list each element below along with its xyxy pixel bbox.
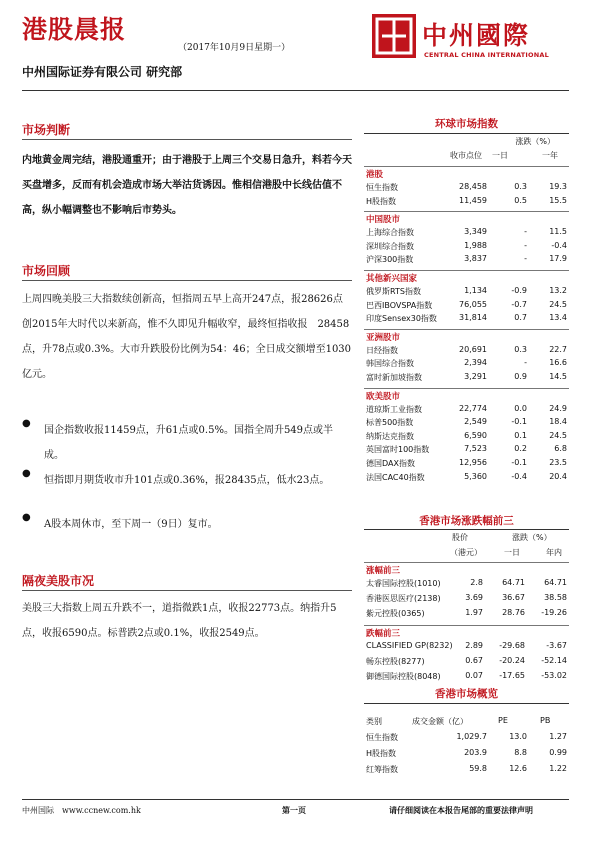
table-row [364,641,569,654]
stock-name: 香港医思医疗(2138) [366,594,441,603]
index-close: 2,549 [464,417,487,427]
index-close: 3,837 [464,254,487,264]
table-row [364,458,569,471]
overview-volume: 59.8 [469,764,487,773]
index-1d: -0.1 [511,417,527,427]
index-close: 22,774 [459,403,487,413]
stock-ytd: -53.02 [541,671,567,680]
index-name: 富时新加坡指数 [366,373,422,382]
index-1d: -0.4 [511,471,527,481]
col-ytd-header: 年内 [546,548,562,557]
index-name: 恒生指数 [366,183,398,192]
stock-ytd: -19.26 [541,608,567,617]
table-row [364,345,569,358]
section-title-review: 市场回顾 [22,264,71,278]
table-category: 欧美股市 [366,391,401,402]
table-divider [364,133,569,134]
section-divider [22,280,352,281]
index-close: 28,458 [459,182,487,191]
index-1y: 24.9 [549,403,567,413]
index-close: 3,349 [464,227,487,237]
table-category: 港股 [366,170,384,180]
section-title-judgment: 市场判断 [22,123,71,137]
index-name: 印度Sensex30指数 [366,314,437,324]
col-price-header: 股价 [452,533,468,542]
global-index-table [364,136,569,506]
overview-pe: 13.0 [509,732,527,741]
index-1y: 16.6 [549,358,567,368]
stock-price: 0.07 [465,671,483,680]
hk-overview-title: 香港市场概览 [435,688,498,700]
bullet-item: A股本周休市，至下周一（9日）复市。 [44,519,218,530]
review-text: 上周四晚美股三大指数续创新高，恒指周五早上高开247点，报28626点创2015年大时代以来新高，惟不久即见升幅收窄，最终恒指收报 28458点，升78点或0.3%。大市升跌股份比例为54：46；全日成交额增至1030亿元。 [22,294,352,380]
stock-name: 紫元控股(0365) [366,609,425,618]
stock-price: 1.97 [465,608,483,617]
index-1d: -0.1 [511,458,527,467]
table-row [364,196,569,209]
table-row [364,444,569,457]
stock-ytd: -52.14 [541,656,567,665]
index-name: 俄罗斯RTS指数 [366,287,421,296]
col-unit: 涨跌（%） [515,137,555,146]
index-1d: 0.9 [514,372,527,381]
col-1d-header: 一日 [492,151,508,160]
index-1d: 0.2 [514,444,527,454]
index-close: 12,956 [459,458,487,467]
index-1d: 0.3 [514,344,527,354]
index-name: 深圳综合指数 [366,241,414,251]
index-1d: -0.9 [511,286,527,295]
index-1y: 17.9 [549,254,567,264]
stock-1d: -29.68 [499,641,525,650]
footer-left: 中州国际 www.ccnew.com.hk [22,806,141,815]
hk-top-title: 香港市场涨跌幅前三 [419,515,514,527]
index-1y: 20.4 [549,471,567,481]
table-rule [364,211,569,212]
table-row [364,764,569,777]
table-rule [364,625,569,626]
table-row [364,300,569,313]
index-name: 上海综合指数 [366,228,414,238]
index-close: 11,459 [459,195,487,205]
stock-1d: 36.67 [502,593,525,602]
logo-mark-icon [372,14,416,58]
table-category: 其他新兴国家 [366,274,418,284]
table-row [364,254,569,267]
footer-page: 第一页 [282,805,306,815]
overview-pe: 12.6 [509,764,527,773]
index-name: 英国富时100指数 [366,445,430,455]
stock-1d: -17.65 [499,671,525,680]
table-category: 中国股市 [366,215,401,226]
index-1d: 0.0 [514,403,527,413]
index-name: 韩国综合指数 [366,359,414,369]
index-1y: 6.8 [554,444,567,454]
index-1d: -0.7 [511,299,527,309]
section-title-us: 隔夜美股市况 [22,574,95,588]
col-vol-header: 成交金额（亿） [412,717,468,726]
table-row [364,431,569,444]
table-divider [364,703,569,704]
table-rule [364,166,569,167]
stock-ytd: -3.67 [546,641,567,650]
overview-volume: 1,029.7 [456,732,487,741]
col-unit-header: （港元） [450,548,482,557]
judgment-text: 内地黄金周完结，港股通重开；由于港股于上周三个交易日急升，料若今天买盘增多，反而有机会造成市场大举沽货诱因。惟相信港股中长线估值不高，纵小幅调整也不影响后市势头。 [22,155,352,216]
overview-volume: 203.9 [464,748,487,757]
table-category: 涨幅前三 [366,566,401,576]
col-close-header: 收市点位 [450,151,482,160]
table-row [364,593,569,606]
index-1d: 0.3 [514,182,527,191]
index-1y: 22.7 [549,344,567,354]
col-pe-header: PE [498,716,508,725]
index-1d: - [524,227,527,237]
stock-price: 2.89 [465,641,483,650]
index-1y: 11.5 [549,227,567,237]
table-row [364,671,569,684]
index-close: 1,134 [464,286,487,295]
table-rule [364,562,569,563]
us-text: 美股三大指数上周五升跌不一，道指微跌1点，收报22773点。纳指升5点，收报6590点。标普跌2点或0.1%，收报2549点。 [22,603,337,639]
index-name: 标普500指数 [366,418,414,428]
col-pb-header: PB [540,716,551,725]
table-divider [364,529,569,530]
stock-price: 3.69 [465,593,483,602]
table-category: 亚洲股市 [366,332,401,343]
stock-price: 2.8 [470,578,483,587]
index-close: 3,291 [464,372,487,381]
bullet-item: 恒指即月期货收市升101点或0.36%，报28435点，低水23点。 [44,475,330,486]
index-name: 沪深300指数 [366,255,414,265]
report-title: 港股晨报 [22,15,127,44]
index-name: 道琼斯工业指数 [366,404,422,414]
index-name: 日经指数 [366,345,398,355]
table-row [364,578,569,591]
index-name: 巴西IBOVSPA指数 [366,300,433,310]
index-1d: 0.1 [514,430,527,440]
index-1y: 24.5 [549,430,567,440]
bullet-icon: ● [22,468,31,479]
footer-disclaimer: 请仔细阅读在本报告尾部的重要法律声明 [389,805,533,815]
index-1d: - [524,358,527,368]
col-1y-header: 一年 [542,151,558,160]
company-name: 中州国际证券有限公司 研究部 [22,65,183,79]
table-row [364,241,569,254]
col-change-header: 涨跌（%） [512,533,552,542]
index-1y: 19.3 [549,182,567,191]
index-close: 20,691 [459,344,487,354]
logo-subtext: CENTRAL CHINA INTERNATIONAL [424,51,549,59]
table-row [364,656,569,669]
index-1y: 24.5 [549,299,567,309]
table-row [364,313,569,326]
table-row [364,182,569,195]
overview-name: 红筹指数 [366,765,398,774]
global-table-title: 环球市场指数 [435,118,498,130]
index-name: 德国DAX指数 [366,459,415,468]
index-1d: - [524,240,527,250]
index-close: 76,055 [459,299,487,309]
stock-price: 0.67 [465,656,483,665]
col-cat-header: 类别 [366,717,382,726]
stock-1d: -20.24 [499,656,525,665]
index-close: 5,360 [464,471,487,481]
index-1y: 13.4 [549,313,567,323]
report-date: （2017年10月9日星期一） [178,43,291,53]
index-1y: 18.4 [549,417,567,427]
overview-pb: 0.99 [549,748,567,757]
index-1y: 14.5 [549,372,567,381]
index-1y: -0.4 [551,240,567,250]
index-name: H股指数 [366,196,397,206]
table-row [364,286,569,299]
index-name: 法国CAC40指数 [366,472,425,482]
section-divider [22,139,352,140]
col-1d-header: 一日 [504,548,520,557]
index-close: 31,814 [459,313,487,323]
overview-pb: 1.27 [549,732,567,741]
index-name: 纳斯达克指数 [366,431,414,441]
stock-name: 畅东控股(8277) [366,657,425,666]
hk-overview-table [364,716,569,786]
index-1d: - [524,254,527,264]
index-1y: 13.2 [549,286,567,295]
table-row [364,417,569,430]
stock-ytd: 38.58 [544,593,567,602]
footer-divider [22,799,569,800]
table-rule [364,329,569,330]
bullet-icon: ● [22,418,31,429]
index-close: 1,988 [464,240,487,250]
overview-name: 恒生指数 [366,733,398,742]
index-1y: 23.5 [549,458,567,467]
table-row [364,358,569,371]
index-1d: 0.7 [514,313,527,323]
table-rule [364,270,569,271]
section-divider [22,590,352,591]
bullet-icon: ● [22,512,31,523]
index-1d: 0.5 [514,195,527,205]
index-close: 6,590 [464,430,487,440]
overview-pb: 1.22 [549,764,567,773]
table-row [364,227,569,240]
stock-name: 太睿国际控股(1010) [366,579,441,588]
bullet-item: 国企指数收报11459点，升61点或0.5%。国指全周升549点或半成。 [44,425,334,461]
overview-name: H股指数 [366,749,397,758]
stock-name: 御德国际控股(8048) [366,672,441,681]
stock-name: CLASSIFIED GP(8232) [366,641,453,650]
index-close: 2,394 [464,358,487,368]
stock-1d: 64.71 [502,578,525,587]
index-close: 7,523 [464,444,487,454]
table-row [364,608,569,621]
stock-1d: 28.76 [502,608,525,617]
index-1y: 15.5 [549,195,567,205]
overview-pe: 8.8 [514,748,527,757]
table-row [364,372,569,385]
table-rule [364,388,569,389]
stock-ytd: 64.71 [544,578,567,587]
table-row [364,732,569,745]
table-category: 跌幅前三 [366,629,401,639]
table-row [364,748,569,761]
logo-text: 中州國際 [422,21,531,50]
header-divider [22,90,569,91]
hk-top-table [364,532,569,682]
table-row [364,472,569,485]
table-row [364,404,569,417]
